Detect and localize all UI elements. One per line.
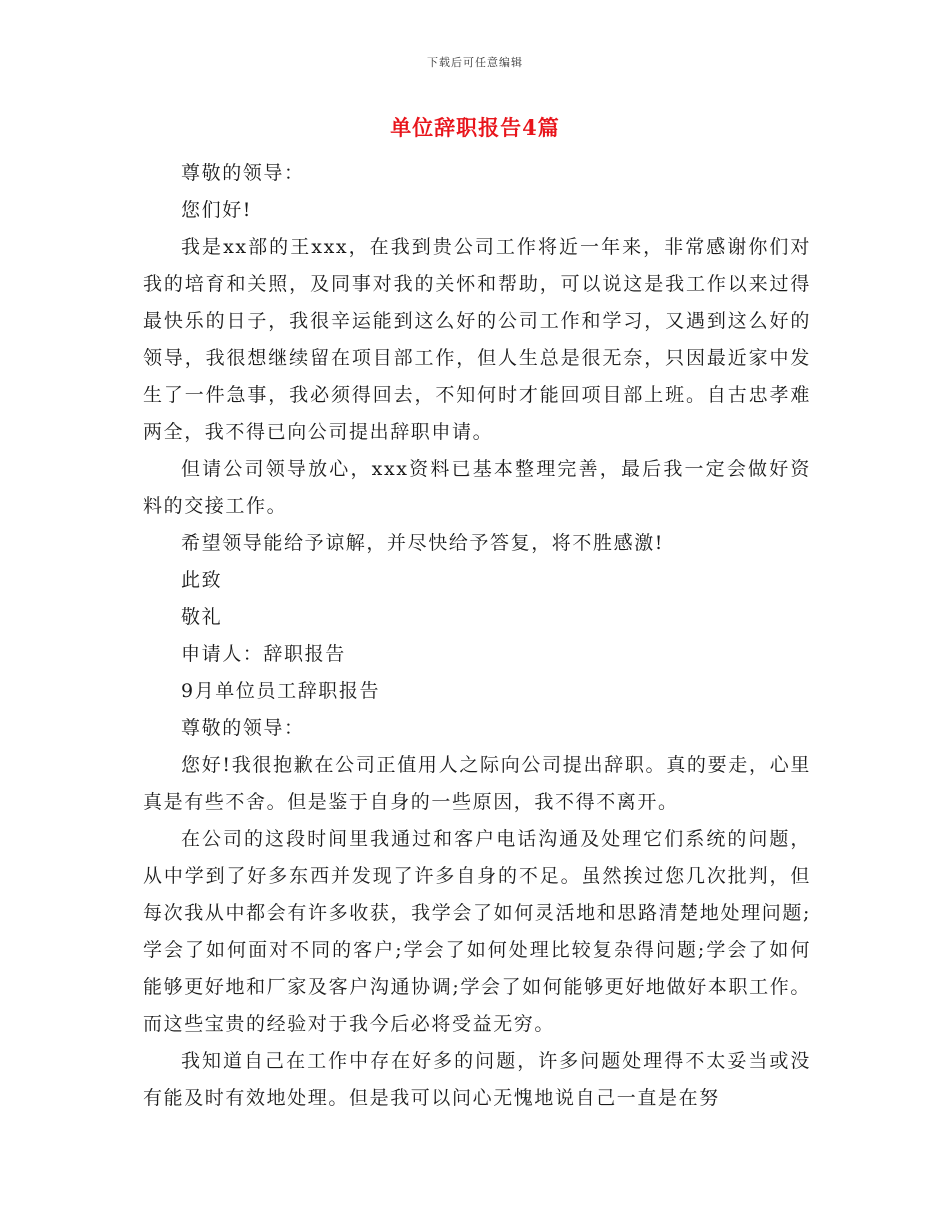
paragraph-signature: 申请人：辞职报告 <box>181 643 346 665</box>
document-body <box>143 155 811 1117</box>
paragraph-handover: 但请公司领导放心，xxx资料已基本整理完善，最后我一定会做好资料的交接工作。 <box>143 458 811 517</box>
document-title: 单位辞职报告4篇 <box>390 115 560 140</box>
paragraph-salutation-2: 尊敬的领导： <box>181 717 305 739</box>
paragraph-greeting-2: 您好!我很抱歉在公司正值用人之际向公司提出辞职。真的要走，心里真是有些不舍。但是鉴于自身的一些原因，我不得不离开。 <box>143 754 811 813</box>
paragraph-request: 希望领导能给予谅解，并尽快给予答复，将不胜感激! <box>181 532 665 554</box>
paragraph-experience: 在公司的这段时间里我通过和客户电话沟通及处理它们系统的问题，从中学到了好多东西并发现了许多自身的不足。虽然挨过您几次批判，但每次我从中都会有许多收获，我学会了如何灵活地和思路清楚地处理问题;学会了如何面对不同的客户;学会了如何处理比较复杂得问题;学会了如何能够更好地和厂家及客户沟通协调;学会了如何能够更好地做好本职工作。而这些宝贵的经验对于我今后必将受益无穷。 <box>143 828 811 1035</box>
section-heading-2: 9月单位员工辞职报告 <box>181 680 381 702</box>
paragraph-closing-1: 此致 <box>181 569 223 591</box>
paragraph-greeting-1: 您们好! <box>181 199 253 221</box>
paragraph-reflection: 我知道自己在工作中存在好多的问题，许多问题处理得不太妥当或没有能及时有效地处理。但是我可以问心无愧地说自己一直是在努 <box>143 1050 811 1109</box>
paragraph-reason-1: 我是xx部的王xxx，在我到贵公司工作将近一年来，非常感谢你们对我的培育和关照，及同事对我的关怀和帮助，可以说这是我工作以来过得最快乐的日子，我很辛运能到这么好的公司工作和学习，又遇到这么好的领导，我很想继续留在项目部工作，但人生总是很无奈，只因最近家中发生了一件急事，我必须得回去，不知何时才能回项目部上班。自古忠孝难两全，我不得已向公司提出辞职申请。 <box>143 236 811 443</box>
paragraph-salutation-1: 尊敬的领导： <box>181 162 305 184</box>
paragraph-closing-2: 敬礼 <box>181 606 223 628</box>
page-header: 下载后可任意编辑 <box>427 56 523 69</box>
